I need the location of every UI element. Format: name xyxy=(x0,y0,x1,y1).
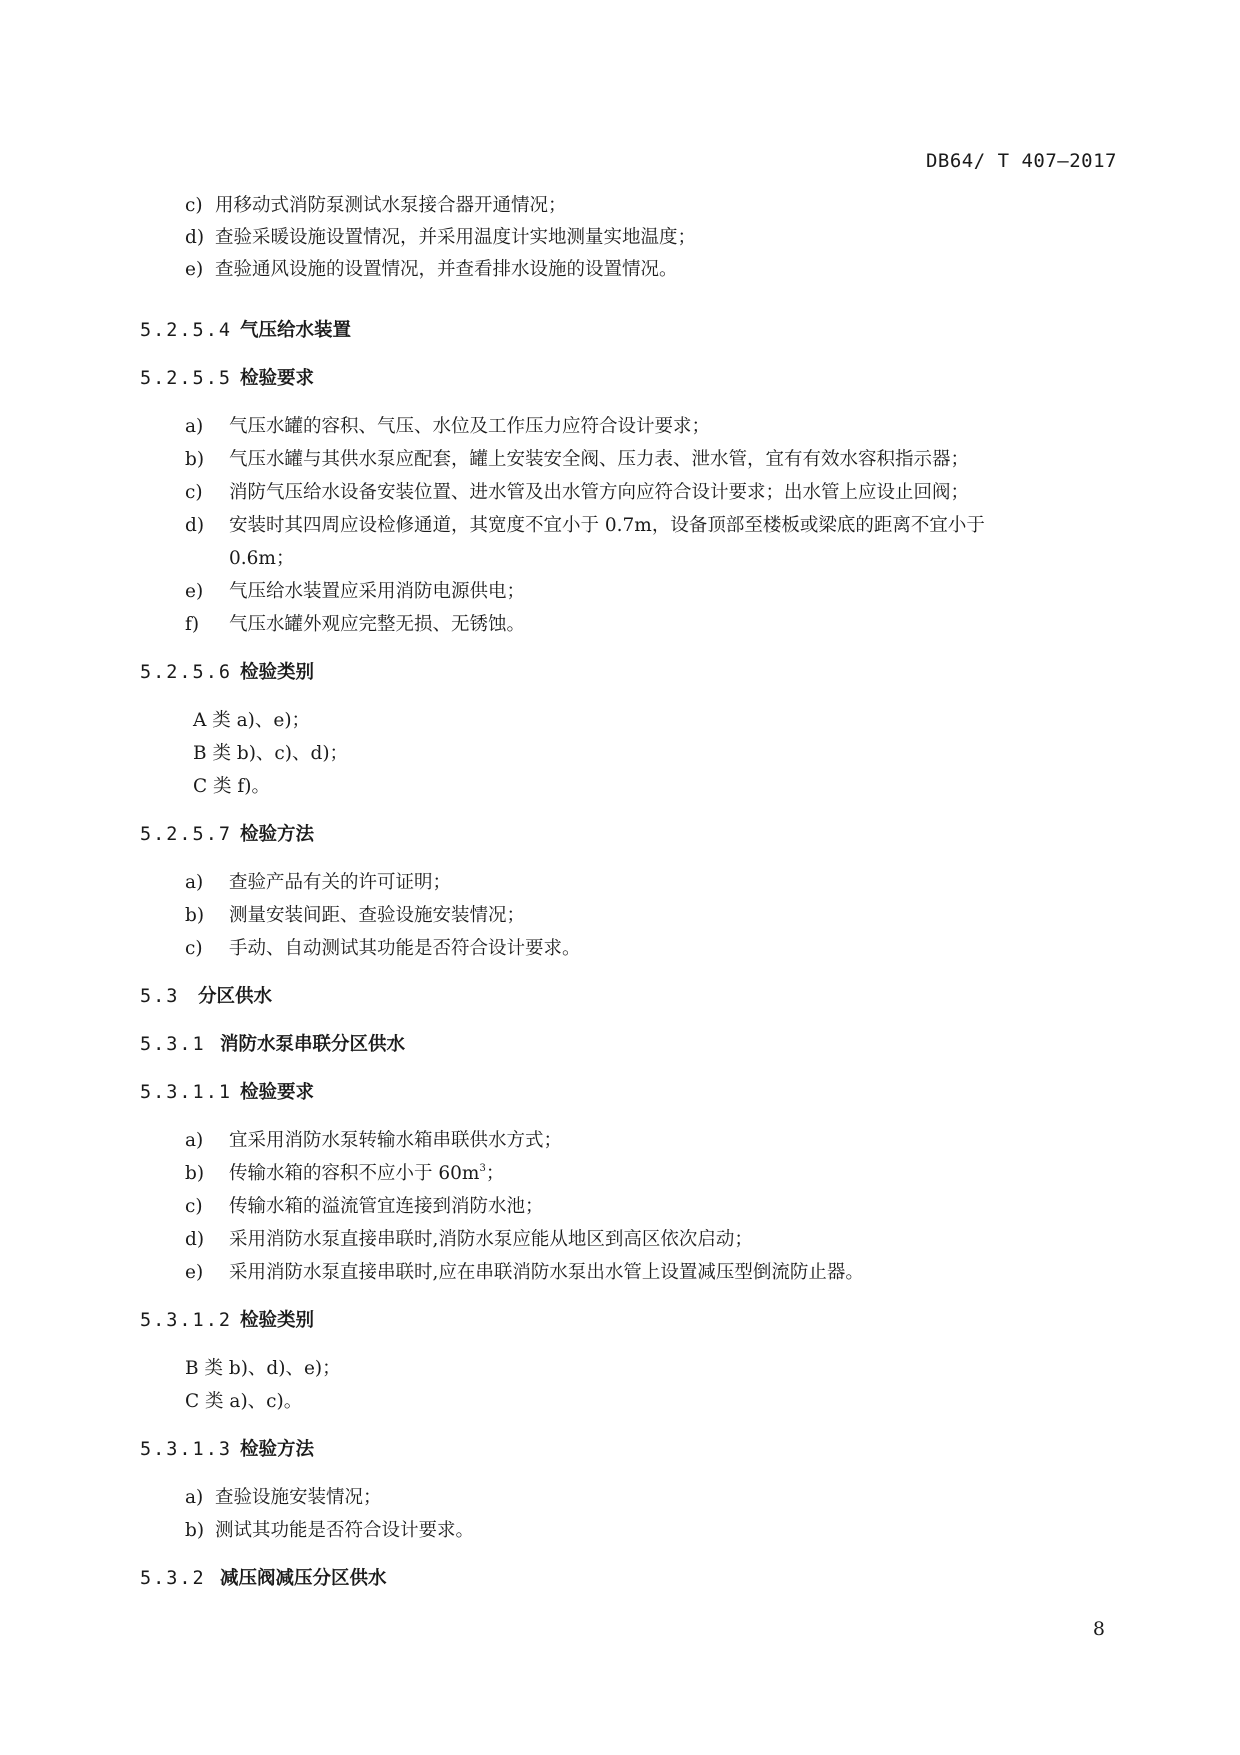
section-heading: 5.3 分区供水 xyxy=(140,986,273,1007)
list-item: a) 宜采用消防水泵转输水箱串联供水方式； xyxy=(185,1130,563,1151)
list-item: a) 气压水罐的容积、气压、水位及工作压力应符合设计要求； xyxy=(185,416,711,437)
section-heading: 5.3.1 消防水泵串联分区供水 xyxy=(140,1034,406,1055)
list-item: f) 气压水罐外观应完整无损、无锈蚀。 xyxy=(185,614,526,635)
category-line: A 类 a)、e)； xyxy=(193,710,311,731)
list-item: a) 查验产品有关的许可证明； xyxy=(185,872,452,893)
list-item: b) 测量安装间距、查验设施安装情况； xyxy=(185,905,526,926)
list-item: a) 查验设施安装情况； xyxy=(185,1487,382,1508)
page-number: 8 xyxy=(1092,1618,1105,1640)
list-item: e) 查验通风设施的设置情况，并查看排水设施的设置情况。 xyxy=(185,259,678,280)
list-item: c) 消防气压给水设备安装位置、进水管及出水管方向应符合设计要求；出水管上应设止回阀； xyxy=(185,482,970,503)
list-item: c) 手动、自动测试其功能是否符合设计要求。 xyxy=(185,938,581,959)
list-item: d) 安装时其四周应设检修通道，其宽度不宜小于 0.7m，设备顶部至楼板或梁底的距离不宜小于 xyxy=(185,515,985,536)
list-item-continuation: 0.6m； xyxy=(229,548,295,569)
list-item: d) 查验采暖设施设置情况，并采用温度计实地测量实地温度； xyxy=(185,227,697,248)
list-item: b) 传输水箱的容积不应小于 $60m^3$； xyxy=(185,1163,505,1184)
category-line: C 类 a)、c)。 xyxy=(185,1391,303,1412)
list-item: c) 传输水箱的溢流管宜连接到消防水池； xyxy=(185,1196,544,1217)
list-item: b) 气压水罐与其供水泵应配套，罐上安装安全阀、压力表、泄水管，宜有有效水容积指示器； xyxy=(185,449,970,470)
list-item: c) 用移动式消防泵测试水泵接合器开通情况； xyxy=(185,195,567,216)
section-heading: 5.2.5.4 气压给水装置 xyxy=(140,320,352,341)
list-item: e) 采用消防水泵直接串联时,应在串联消防水泵出水管上设置减压型倒流防止器。 xyxy=(185,1262,864,1283)
section-heading: 5.3.2 减压阀减压分区供水 xyxy=(140,1568,387,1589)
section-heading: 5.3.1.2 检验类别 xyxy=(140,1310,315,1331)
category-line: B 类 b)、d)、e)； xyxy=(185,1358,341,1379)
document-code: DB64/ T 407—2017 xyxy=(925,150,1117,172)
category-line: B 类 b)、c)、d)； xyxy=(193,743,349,764)
list-item: b) 测试其功能是否符合设计要求。 xyxy=(185,1520,475,1541)
category-line: C 类 f)。 xyxy=(193,776,270,797)
section-heading: 5.3.1.3 检验方法 xyxy=(140,1439,315,1460)
section-heading: 5.3.1.1 检验要求 xyxy=(140,1082,315,1103)
section-heading: 5.2.5.5 检验要求 xyxy=(140,368,315,389)
section-heading: 5.2.5.6 检验类别 xyxy=(140,662,315,683)
list-item: d) 采用消防水泵直接串联时,消防水泵应能从地区到高区依次启动； xyxy=(185,1229,753,1250)
section-heading: 5.2.5.7 检验方法 xyxy=(140,824,315,845)
list-item: e) 气压给水装置应采用消防电源供电； xyxy=(185,581,526,602)
